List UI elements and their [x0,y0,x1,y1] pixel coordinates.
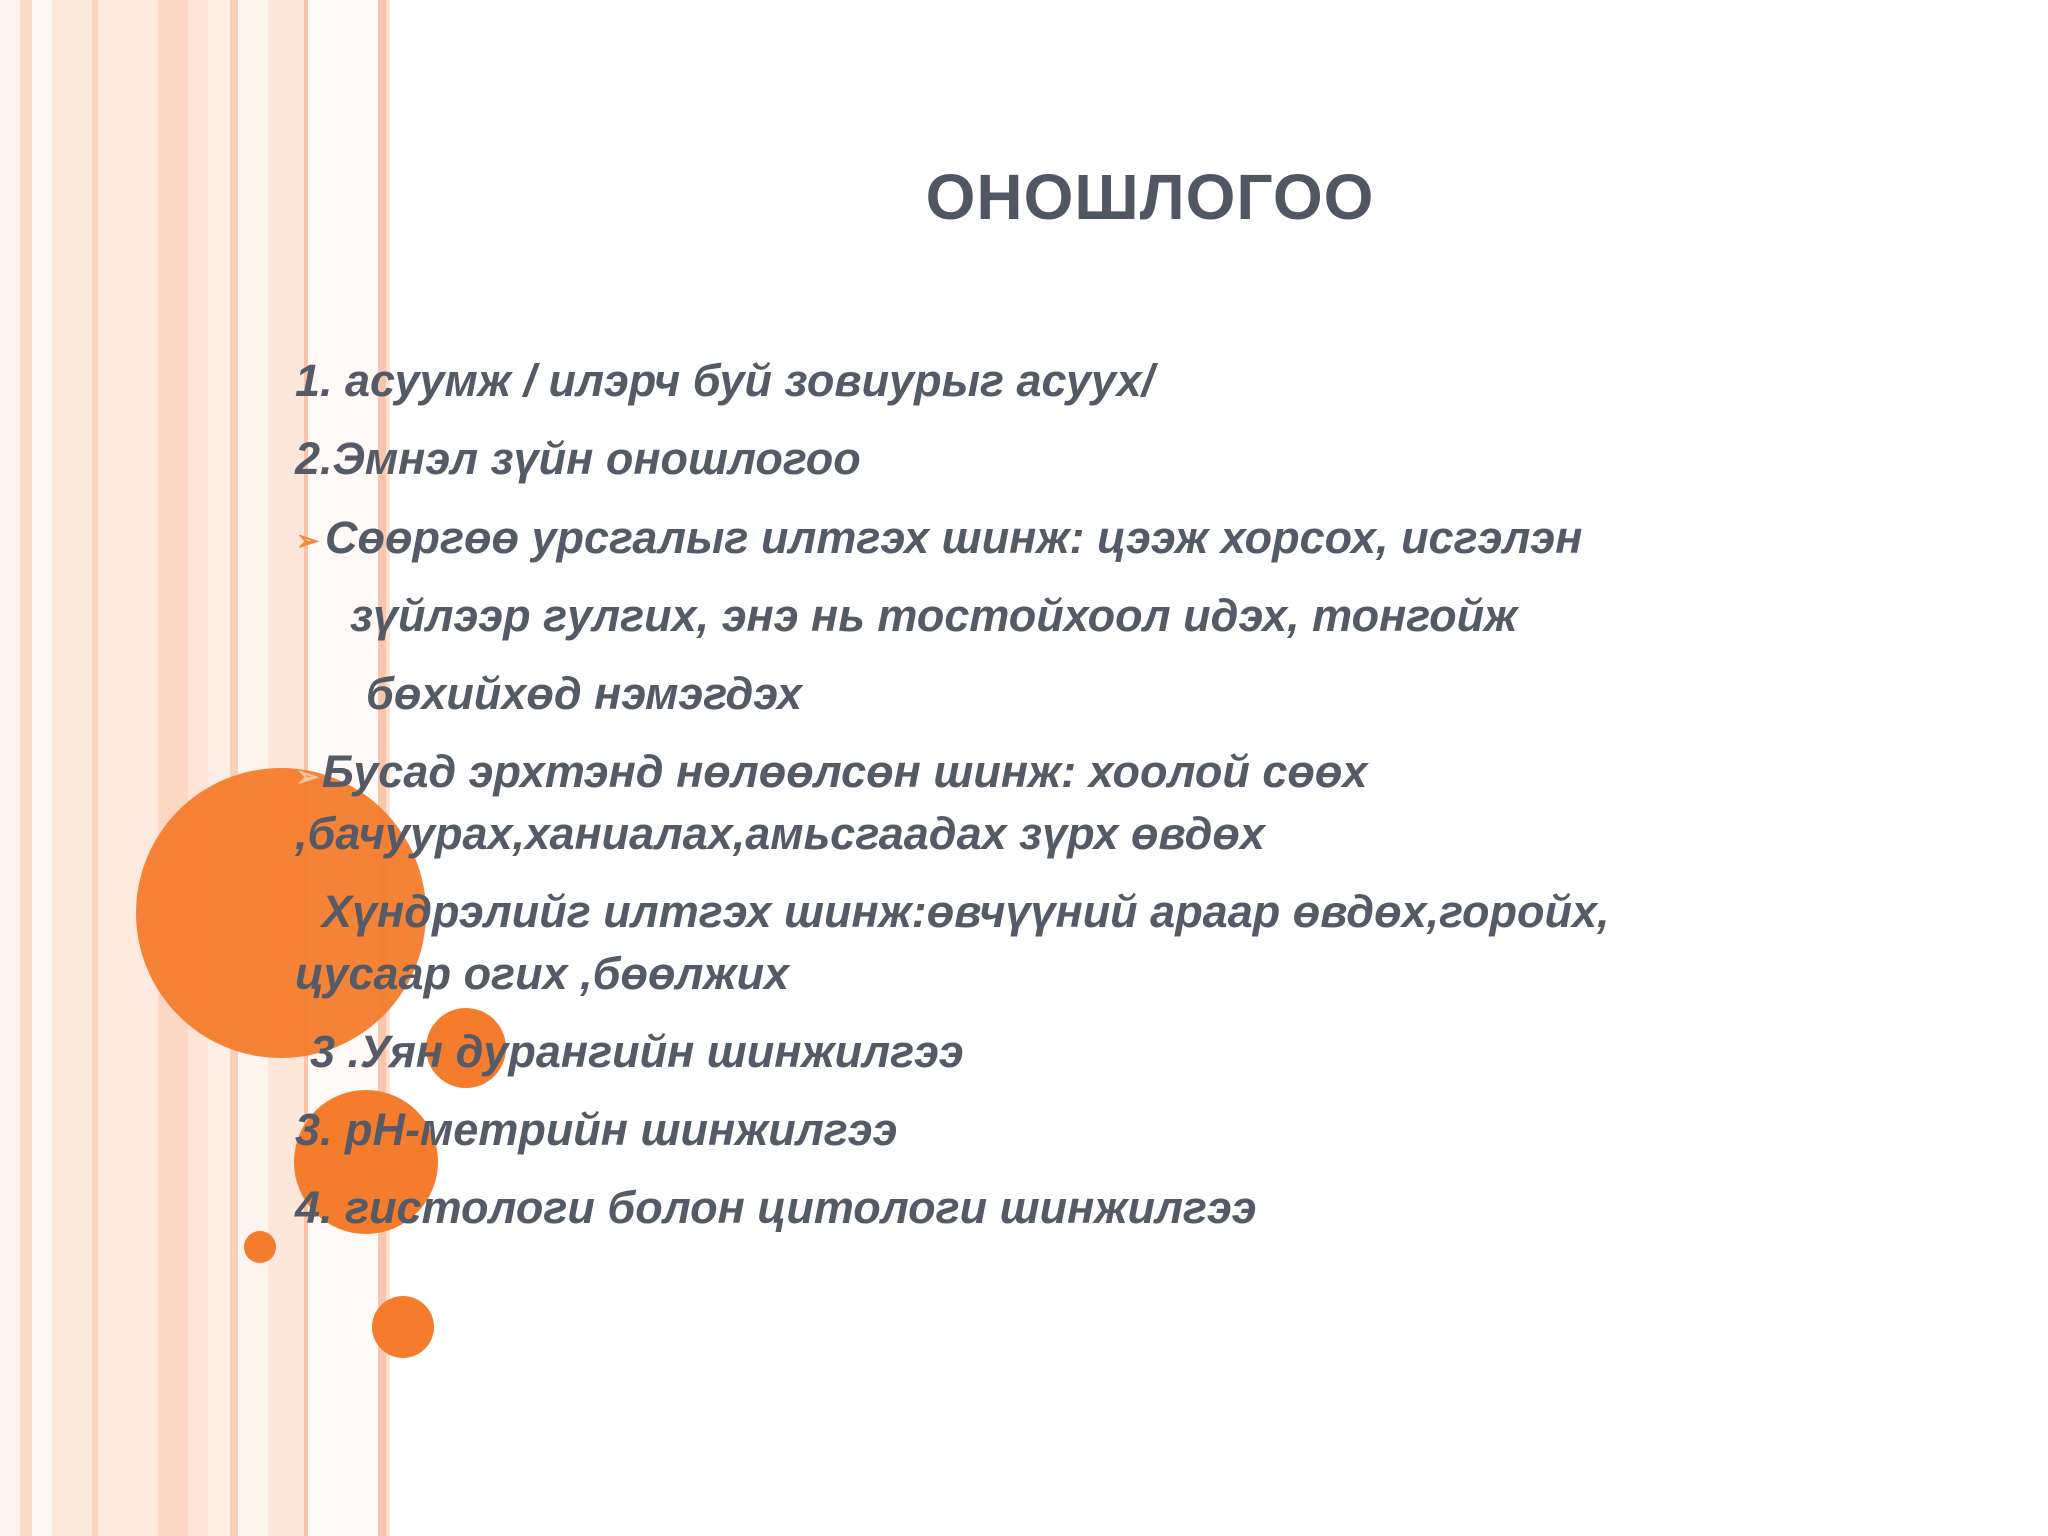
slide-title: ОНОШЛОГОО [925,161,1375,233]
line-5b: цусаар огих ,бөөлжих [295,948,790,999]
line-3b: зүйлээр гулгих, энэ нь тостойхоол идэх, тонгойж [350,590,1518,641]
arrow-bullet-icon-faint: ➢ [296,761,320,792]
line-1: 1. асуумж / илэрч буй зовиурыг асуух/ [295,355,1155,406]
line-7: 3. pH-метрийн шинжилгээ [295,1104,898,1155]
line-4a: Бусад эрхтэнд нөлөөлсөн шинж: хоолой сөөх [322,746,1368,797]
line-4b: ,бачуурах,ханиалах,амьсгаадах зүрх өвдөх [295,808,1265,859]
line-8: 4. гистологи болон цитологи шинжилгээ [295,1182,1257,1233]
line-3a: Сөөргөө урсгалыг илтгэх шинж: цээж хорсох, исгэлэн [325,512,1583,563]
line-2: 2.Эмнэл зүйн оношлогоо [295,433,861,484]
line-5a: Хүндрэлийг илтгэх шинж:өвчүүний араар өвдөх,горойх, [322,886,1610,937]
arrow-bullet-icon: ➢ [296,525,320,556]
line-6: 3 .Уян дурангийн шинжилгээ [310,1026,964,1077]
line-3c: бөхийхөд нэмэгдэх [366,668,803,719]
